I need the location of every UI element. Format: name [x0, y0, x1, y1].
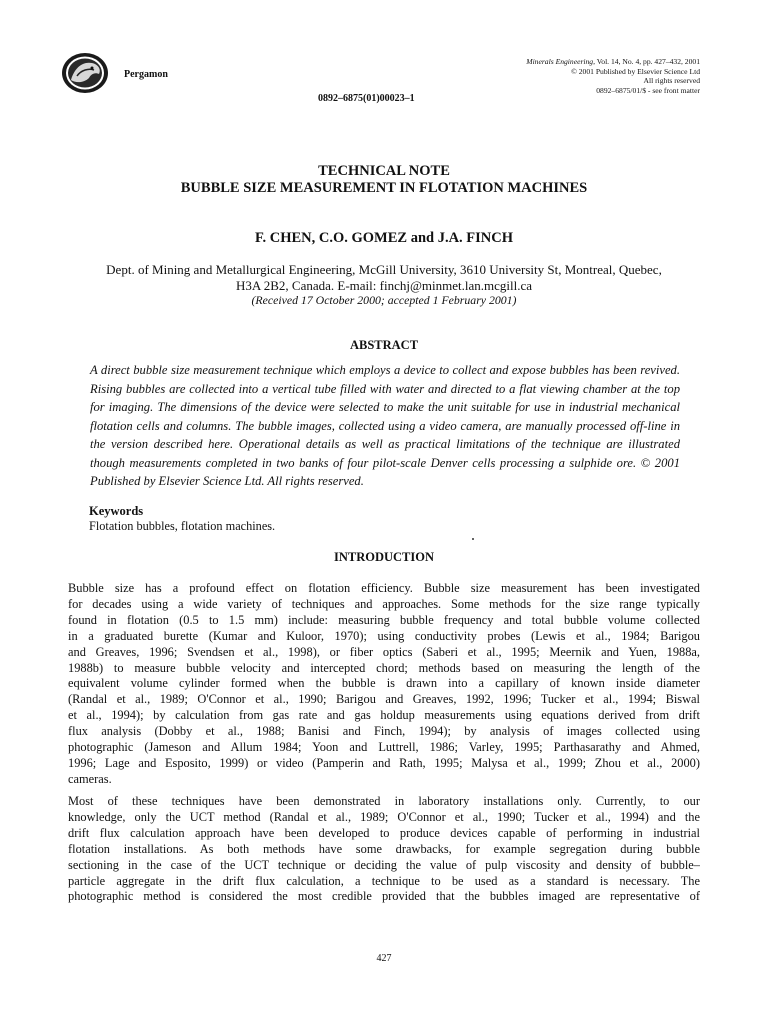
paragraph-line: sectioning in the case of the UCT technique or deciding the value of pulp viscosity and density of bubble– [68, 857, 700, 872]
affiliation [0, 262, 768, 293]
page-number: 427 [376, 953, 392, 964]
paragraph-line: Bubble size has a profound effect on flotation efficiency. Bubble size measurement has been investigated [68, 581, 700, 595]
keywords-heading: Keywords [89, 504, 144, 518]
paragraph-line: equivalent volume cylinder formed when the bubble is drawn into a capillary of known inside diameter [68, 676, 700, 691]
rights-line: All rights reserved [643, 76, 700, 85]
paragraph-line: photographic method is considered the most credible provided that the bubbles imaged are representative of [68, 889, 700, 904]
received-dates: (Received 17 October 2000; accepted 1 February 2001) [251, 293, 517, 307]
article-identifier: 0892–6875(01)00023–1 [318, 93, 415, 104]
intro-paragraph-2 [68, 794, 700, 905]
intro-paragraph-1 [68, 581, 700, 788]
introduction-heading: INTRODUCTION [333, 550, 434, 564]
keywords-text: Flotation bubbles, flotation machines. [89, 519, 276, 533]
paragraph-line: flux analysis (Dobby et al., 1988; Banisi and Finch, 1994); by analysis of images collected using [68, 724, 700, 739]
issn-line: 0892–6875/01/$ - see front matter [596, 85, 700, 95]
author-list: F. CHEN, C.O. GOMEZ and J.A. FINCH [254, 230, 514, 246]
affiliation-line: Dept. of Mining and Metallurgical Engineering, McGill University, 3610 University St, Montreal, Quebec, [106, 262, 662, 277]
paragraph-line: 1996; Lage and Esposito, 1999) or video (Pamperin and Rath, 1995; Malysa et al., 1999; Zhou et al., 2000) [68, 755, 700, 770]
paragraph-line: found in flotation (0.5 to 1.5 mm) include: measuring bubble frequency and total bubble volume collected [68, 612, 700, 627]
paragraph-line: (Randal et al., 1989; O'Connor et al., 1990; Barigou and Greaves, 1992, 1996; Tucker et al., 1994; Biswal [68, 692, 700, 707]
paragraph-line: knowledge, only the UCT method (Randal et al., 1989; O'Connor et al., 1990; Tucker et al., 1994) and the [68, 809, 700, 824]
paragraph-line: photographic (Jameson and Allum 1984; Yoon and Luttrell, 1986; Varley, 1995; Parthasarathy and Ahmed, [68, 740, 700, 755]
paragraph-line: flotation installations. As both methods have some drawbacks, for example segregation during bubble [68, 841, 700, 856]
journal-citation: Minerals Engineering, Vol. 14, No. 4, pp. 427–432, 2001 [526, 57, 700, 66]
copyright-line: © 2001 Published by Elsevier Science Ltd [571, 66, 700, 76]
publisher-logo-icon [61, 52, 109, 94]
paragraph-line: for decades using a wide variety of techniques and approaches. Some methods for the size range typically [68, 596, 700, 611]
paragraph-line: drift flux calculation approach have been developed to produce devices capable of performing in industrial [68, 825, 700, 840]
paragraph-line: et al., 1994); by calculation from gas rate and gas holdup measurements using equations derived from drift [68, 708, 700, 723]
paragraph-line: Most of these techniques have been demonstrated in laboratory installations only. Currently, to our [68, 794, 700, 808]
paragraph-line: particle aggregate in the drift flux calculation, a technique to be used as a standard is necessary. The [68, 873, 700, 888]
paragraph-line: and Greaves, 1996; Svendsen et al., 1998), or fiber optics (Saberi et al., 1995; Meernik and Yuen, 1988a, [68, 644, 700, 659]
paper-title: BUBBLE SIZE MEASUREMENT IN FLOTATION MACHINES [180, 180, 588, 196]
journal-info [440, 57, 700, 95]
paragraph-line: cameras. [68, 771, 112, 786]
scan-speck [472, 538, 474, 540]
abstract-text: A direct bubble size measurement technique which employs a device to collect and expose bubbles has been revived. Rising bubbles are collected into a vertical tube filled with water and directed to a flat viewing chamber at the top for imaging. The dimensions of the device were selected to make the unit suitable for use in industrial mechanical flotation cells and columns. The bubble images, collected using a video camera, are manually processed off-line in the version described here. Operational details as well as practical limitations of the technique are illustrated though measurements completed in two banks of four pilot-scale Denver cells processing a sulphide ore. © 2001 Published by Elsevier Science Ltd. All rights reserved. [90, 363, 680, 488]
note-type-heading: TECHNICAL NOTE [318, 163, 450, 179]
paragraph-line: 1988b) to measure bubble velocity and intercepted chord; methods based on measuring the length of the [68, 660, 700, 675]
paragraph-line: in a graduated burette (Kumar and Kuloor, 1970); using conductivity probes (Lewis et al., 1984; Barigou [68, 628, 700, 643]
affiliation-line: H3A 2B2, Canada. E-mail: finchj@minmet.lan.mcgill.ca [235, 277, 533, 293]
journal-name: Minerals Engineering [526, 57, 594, 66]
abstract-heading: ABSTRACT [349, 338, 419, 352]
publisher-name: Pergamon [124, 69, 168, 80]
